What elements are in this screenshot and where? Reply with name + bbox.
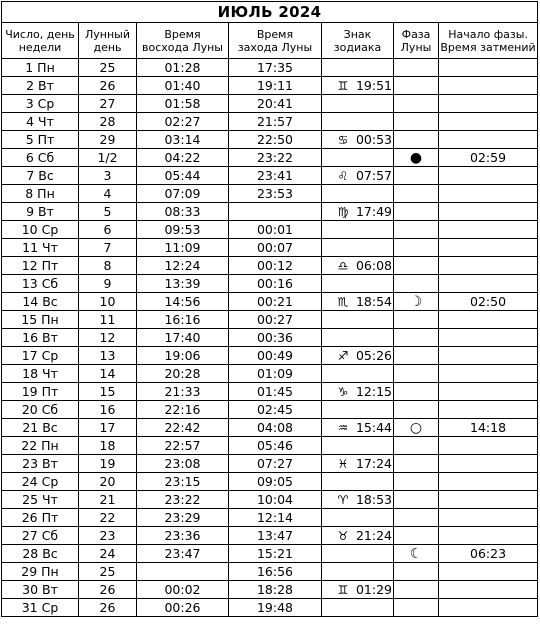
cell-day: 23 Вт bbox=[2, 455, 79, 473]
header-zodiac-sign: Знак зодиака bbox=[322, 23, 394, 59]
cell-zodiac-sign bbox=[322, 491, 394, 509]
cell-moon-phase bbox=[394, 437, 439, 455]
cell-moonrise: 03:14 bbox=[137, 131, 229, 149]
cell-lunar-day: 26 bbox=[79, 599, 137, 617]
cell-moonrise: 14:56 bbox=[137, 293, 229, 311]
header-lunar-day: Лунный день bbox=[79, 23, 137, 59]
cell-moonrise: 19:06 bbox=[137, 347, 229, 365]
table-row bbox=[2, 149, 538, 167]
zodiac-sign-icon: ♐ bbox=[337, 348, 349, 363]
cell-moonset: 22:50 bbox=[229, 131, 322, 149]
table-row bbox=[2, 509, 538, 527]
cell-day: 9 Вт bbox=[2, 203, 79, 221]
cell-day: 6 Сб bbox=[2, 149, 79, 167]
cell-phase-start bbox=[439, 473, 538, 491]
cell-moonrise: 12:24 bbox=[137, 257, 229, 275]
cell-moon-phase bbox=[394, 527, 439, 545]
cell-phase-start bbox=[439, 275, 538, 293]
cell-zodiac-sign bbox=[322, 311, 394, 329]
cell-moon-phase bbox=[394, 383, 439, 401]
cell-lunar-day: 1/2 bbox=[79, 149, 137, 167]
cell-moonrise: 22:42 bbox=[137, 419, 229, 437]
table-row bbox=[2, 203, 538, 221]
cell-moonrise: 23:36 bbox=[137, 527, 229, 545]
cell-moonrise: 01:28 bbox=[137, 59, 229, 77]
cell-day: 14 Вс bbox=[2, 293, 79, 311]
zodiac-sign-icon: ♍ bbox=[337, 204, 349, 219]
cell-moonset: 10:04 bbox=[229, 491, 322, 509]
table-row bbox=[2, 167, 538, 185]
cell-phase-start bbox=[439, 167, 538, 185]
zodiac-sign-time: 12:15 bbox=[355, 383, 393, 399]
cell-phase-start bbox=[439, 329, 538, 347]
cell-zodiac-sign bbox=[322, 95, 394, 113]
cell-moonset: 19:48 bbox=[229, 599, 322, 617]
cell-moonrise: 17:40 bbox=[137, 329, 229, 347]
cell-moonset: 16:56 bbox=[229, 563, 322, 581]
table-row bbox=[2, 383, 538, 401]
cell-moon-phase bbox=[394, 563, 439, 581]
cell-moonset: 23:41 bbox=[229, 167, 322, 185]
cell-moonrise: 11:09 bbox=[137, 239, 229, 257]
table-body bbox=[2, 59, 538, 617]
cell-lunar-day: 18 bbox=[79, 437, 137, 455]
cell-phase-start: 14:18 bbox=[439, 419, 538, 437]
cell-moonrise bbox=[137, 563, 229, 581]
zodiac-sign-icon: ♌ bbox=[337, 168, 349, 183]
moon-phase-icon: ○ bbox=[409, 419, 423, 436]
cell-moon-phase bbox=[394, 455, 439, 473]
table-row bbox=[2, 491, 538, 509]
cell-zodiac-sign bbox=[322, 203, 394, 221]
cell-moonset: 00:16 bbox=[229, 275, 322, 293]
cell-day: 27 Сб bbox=[2, 527, 79, 545]
zodiac-sign-time: 17:24 bbox=[355, 455, 393, 471]
table-row bbox=[2, 419, 538, 437]
cell-zodiac-sign bbox=[322, 599, 394, 617]
cell-moonset: 07:27 bbox=[229, 455, 322, 473]
zodiac-sign-icon: ♈ bbox=[337, 492, 349, 507]
table-row bbox=[2, 59, 538, 77]
moon-phase-icon: ☾ bbox=[409, 545, 423, 562]
cell-moonrise: 08:33 bbox=[137, 203, 229, 221]
moon-phase-icon: ☽ bbox=[409, 293, 423, 310]
cell-moonset: 00:07 bbox=[229, 239, 322, 257]
zodiac-sign-time: 19:51 bbox=[355, 77, 393, 93]
cell-phase-start: 02:50 bbox=[439, 293, 538, 311]
cell-lunar-day: 10 bbox=[79, 293, 137, 311]
table-row bbox=[2, 275, 538, 293]
cell-moon-phase bbox=[394, 113, 439, 131]
cell-moonset: 00:12 bbox=[229, 257, 322, 275]
cell-moon-phase bbox=[394, 167, 439, 185]
cell-phase-start bbox=[439, 203, 538, 221]
cell-moon-phase bbox=[394, 599, 439, 617]
cell-day: 25 Чт bbox=[2, 491, 79, 509]
cell-zodiac-sign bbox=[322, 401, 394, 419]
cell-day: 16 Вт bbox=[2, 329, 79, 347]
cell-lunar-day: 23 bbox=[79, 527, 137, 545]
cell-moonset: 00:36 bbox=[229, 329, 322, 347]
cell-moonset: 12:14 bbox=[229, 509, 322, 527]
cell-day: 26 Пт bbox=[2, 509, 79, 527]
cell-phase-start bbox=[439, 599, 538, 617]
header-day: Число, день недели bbox=[2, 23, 79, 59]
cell-day: 10 Ср bbox=[2, 221, 79, 239]
cell-zodiac-sign bbox=[322, 131, 394, 149]
cell-day: 1 Пн bbox=[2, 59, 79, 77]
table-row bbox=[2, 347, 538, 365]
cell-lunar-day: 22 bbox=[79, 509, 137, 527]
table-row bbox=[2, 311, 538, 329]
header-moon-phase: Фаза Луны bbox=[394, 23, 439, 59]
cell-moonrise: 20:28 bbox=[137, 365, 229, 383]
cell-day: 18 Чт bbox=[2, 365, 79, 383]
cell-zodiac-sign bbox=[322, 383, 394, 401]
table-row bbox=[2, 581, 538, 599]
cell-lunar-day: 25 bbox=[79, 59, 137, 77]
cell-zodiac-sign bbox=[322, 527, 394, 545]
cell-phase-start bbox=[439, 221, 538, 239]
cell-moonset: 20:41 bbox=[229, 95, 322, 113]
cell-lunar-day: 7 bbox=[79, 239, 137, 257]
cell-zodiac-sign bbox=[322, 329, 394, 347]
cell-day: 28 Вс bbox=[2, 545, 79, 563]
cell-moonrise: 07:09 bbox=[137, 185, 229, 203]
cell-moon-phase bbox=[394, 473, 439, 491]
cell-moon-phase bbox=[394, 293, 439, 311]
moon-phase-icon: ● bbox=[409, 149, 423, 166]
cell-zodiac-sign bbox=[322, 149, 394, 167]
cell-moon-phase bbox=[394, 257, 439, 275]
zodiac-sign-time: 00:53 bbox=[355, 131, 393, 147]
zodiac-sign-time: 18:54 bbox=[355, 293, 393, 309]
cell-moonset: 18:28 bbox=[229, 581, 322, 599]
cell-day: 30 Вт bbox=[2, 581, 79, 599]
header-moonset: Время захода Луны bbox=[229, 23, 322, 59]
cell-lunar-day: 26 bbox=[79, 77, 137, 95]
cell-phase-start bbox=[439, 455, 538, 473]
cell-moon-phase bbox=[394, 401, 439, 419]
zodiac-sign-icon: ♏ bbox=[337, 294, 349, 309]
cell-lunar-day: 8 bbox=[79, 257, 137, 275]
cell-moonrise: 00:26 bbox=[137, 599, 229, 617]
cell-day: 29 Пн bbox=[2, 563, 79, 581]
zodiac-sign-time: 18:53 bbox=[355, 491, 393, 507]
cell-moonrise: 01:40 bbox=[137, 77, 229, 95]
table-row bbox=[2, 77, 538, 95]
cell-phase-start bbox=[439, 59, 538, 77]
cell-moonrise: 00:02 bbox=[137, 581, 229, 599]
cell-lunar-day: 6 bbox=[79, 221, 137, 239]
cell-zodiac-sign bbox=[322, 275, 394, 293]
cell-day: 3 Ср bbox=[2, 95, 79, 113]
zodiac-sign-icon: ♋ bbox=[337, 132, 349, 147]
cell-zodiac-sign bbox=[322, 419, 394, 437]
cell-moon-phase bbox=[394, 311, 439, 329]
table-row bbox=[2, 185, 538, 203]
zodiac-sign-icon: ♊ bbox=[337, 78, 349, 93]
cell-moonset bbox=[229, 203, 322, 221]
zodiac-sign-time: 05:26 bbox=[355, 347, 393, 363]
cell-lunar-day: 25 bbox=[79, 563, 137, 581]
zodiac-sign-time: 15:44 bbox=[355, 419, 393, 435]
cell-moon-phase bbox=[394, 275, 439, 293]
cell-day: 7 Вс bbox=[2, 167, 79, 185]
table-row bbox=[2, 329, 538, 347]
cell-day: 20 Сб bbox=[2, 401, 79, 419]
cell-moonset: 15:21 bbox=[229, 545, 322, 563]
cell-zodiac-sign bbox=[322, 437, 394, 455]
zodiac-sign-icon: ♉ bbox=[337, 528, 349, 543]
cell-zodiac-sign bbox=[322, 545, 394, 563]
cell-phase-start bbox=[439, 437, 538, 455]
table-row bbox=[2, 455, 538, 473]
zodiac-sign-icon: ♓ bbox=[337, 456, 349, 471]
cell-lunar-day: 3 bbox=[79, 167, 137, 185]
cell-moon-phase bbox=[394, 509, 439, 527]
lunar-calendar-table bbox=[1, 1, 538, 617]
cell-phase-start bbox=[439, 383, 538, 401]
cell-day: 13 Сб bbox=[2, 275, 79, 293]
cell-moonrise: 23:15 bbox=[137, 473, 229, 491]
cell-moonrise: 09:53 bbox=[137, 221, 229, 239]
cell-moonrise: 23:08 bbox=[137, 455, 229, 473]
cell-day: 31 Ср bbox=[2, 599, 79, 617]
cell-lunar-day: 20 bbox=[79, 473, 137, 491]
zodiac-sign-icon: ♎ bbox=[337, 258, 349, 273]
cell-zodiac-sign bbox=[322, 221, 394, 239]
cell-moon-phase bbox=[394, 329, 439, 347]
cell-zodiac-sign bbox=[322, 581, 394, 599]
cell-moonset: 01:09 bbox=[229, 365, 322, 383]
zodiac-sign-icon: ♒ bbox=[337, 420, 349, 435]
header-row bbox=[2, 23, 538, 59]
cell-zodiac-sign bbox=[322, 77, 394, 95]
table-row bbox=[2, 95, 538, 113]
cell-day: 8 Пн bbox=[2, 185, 79, 203]
cell-moonset: 05:46 bbox=[229, 437, 322, 455]
zodiac-sign-time: 06:08 bbox=[355, 257, 393, 273]
cell-zodiac-sign bbox=[322, 293, 394, 311]
table-row bbox=[2, 239, 538, 257]
cell-moon-phase bbox=[394, 149, 439, 167]
table-row bbox=[2, 257, 538, 275]
cell-zodiac-sign bbox=[322, 563, 394, 581]
cell-day: 5 Пт bbox=[2, 131, 79, 149]
header-phase-start: Начало фазы. Время затмений bbox=[439, 23, 538, 59]
table-row bbox=[2, 293, 538, 311]
cell-moon-phase bbox=[394, 239, 439, 257]
cell-day: 11 Чт bbox=[2, 239, 79, 257]
cell-moon-phase bbox=[394, 131, 439, 149]
cell-zodiac-sign bbox=[322, 185, 394, 203]
cell-moonset: 00:27 bbox=[229, 311, 322, 329]
cell-moonset: 00:01 bbox=[229, 221, 322, 239]
cell-lunar-day: 17 bbox=[79, 419, 137, 437]
cell-moonrise: 04:22 bbox=[137, 149, 229, 167]
cell-moon-phase bbox=[394, 185, 439, 203]
cell-zodiac-sign bbox=[322, 239, 394, 257]
lunar-calendar-sheet bbox=[1, 1, 537, 623]
cell-day: 12 Пт bbox=[2, 257, 79, 275]
cell-moonset: 02:45 bbox=[229, 401, 322, 419]
cell-phase-start bbox=[439, 509, 538, 527]
cell-phase-start bbox=[439, 347, 538, 365]
cell-moonrise: 01:58 bbox=[137, 95, 229, 113]
cell-lunar-day: 13 bbox=[79, 347, 137, 365]
cell-lunar-day: 5 bbox=[79, 203, 137, 221]
cell-moonset: 13:47 bbox=[229, 527, 322, 545]
cell-moon-phase bbox=[394, 365, 439, 383]
cell-phase-start bbox=[439, 563, 538, 581]
cell-moon-phase bbox=[394, 77, 439, 95]
table-row bbox=[2, 473, 538, 491]
cell-moon-phase bbox=[394, 95, 439, 113]
cell-phase-start bbox=[439, 491, 538, 509]
cell-moonrise: 23:22 bbox=[137, 491, 229, 509]
cell-moon-phase bbox=[394, 59, 439, 77]
cell-phase-start bbox=[439, 113, 538, 131]
cell-moonrise: 23:29 bbox=[137, 509, 229, 527]
cell-phase-start bbox=[439, 527, 538, 545]
header-moonrise: Время восхода Луны bbox=[137, 23, 229, 59]
zodiac-sign-icon: ♊ bbox=[337, 582, 349, 597]
table-row bbox=[2, 131, 538, 149]
cell-moon-phase bbox=[394, 491, 439, 509]
cell-phase-start bbox=[439, 311, 538, 329]
cell-moonset: 00:21 bbox=[229, 293, 322, 311]
cell-phase-start: 06:23 bbox=[439, 545, 538, 563]
cell-zodiac-sign bbox=[322, 59, 394, 77]
cell-moonrise: 16:16 bbox=[137, 311, 229, 329]
cell-zodiac-sign bbox=[322, 455, 394, 473]
table-row bbox=[2, 545, 538, 563]
cell-lunar-day: 28 bbox=[79, 113, 137, 131]
cell-day: 2 Вт bbox=[2, 77, 79, 95]
cell-phase-start bbox=[439, 77, 538, 95]
cell-day: 24 Ср bbox=[2, 473, 79, 491]
cell-moonrise: 22:57 bbox=[137, 437, 229, 455]
zodiac-sign-time: 07:57 bbox=[355, 167, 393, 183]
title-row bbox=[2, 2, 538, 23]
cell-moonrise: 05:44 bbox=[137, 167, 229, 185]
table-row bbox=[2, 437, 538, 455]
cell-moonrise: 13:39 bbox=[137, 275, 229, 293]
cell-day: 15 Пн bbox=[2, 311, 79, 329]
cell-moonrise: 02:27 bbox=[137, 113, 229, 131]
cell-moonset: 01:45 bbox=[229, 383, 322, 401]
cell-moonset: 23:53 bbox=[229, 185, 322, 203]
cell-day: 17 Ср bbox=[2, 347, 79, 365]
cell-lunar-day: 24 bbox=[79, 545, 137, 563]
cell-lunar-day: 4 bbox=[79, 185, 137, 203]
cell-phase-start bbox=[439, 257, 538, 275]
cell-zodiac-sign bbox=[322, 473, 394, 491]
table-row bbox=[2, 113, 538, 131]
cell-day: 21 Вс bbox=[2, 419, 79, 437]
cell-lunar-day: 12 bbox=[79, 329, 137, 347]
cell-lunar-day: 9 bbox=[79, 275, 137, 293]
cell-lunar-day: 11 bbox=[79, 311, 137, 329]
cell-phase-start bbox=[439, 365, 538, 383]
cell-lunar-day: 15 bbox=[79, 383, 137, 401]
cell-zodiac-sign bbox=[322, 257, 394, 275]
cell-moonset: 00:49 bbox=[229, 347, 322, 365]
table-row bbox=[2, 365, 538, 383]
cell-moon-phase bbox=[394, 203, 439, 221]
zodiac-sign-icon: ♑ bbox=[337, 384, 349, 399]
table-row bbox=[2, 563, 538, 581]
cell-moonset: 17:35 bbox=[229, 59, 322, 77]
cell-moonrise: 23:47 bbox=[137, 545, 229, 563]
cell-lunar-day: 29 bbox=[79, 131, 137, 149]
cell-moonrise: 21:33 bbox=[137, 383, 229, 401]
table-row bbox=[2, 599, 538, 617]
cell-zodiac-sign bbox=[322, 167, 394, 185]
cell-lunar-day: 16 bbox=[79, 401, 137, 419]
cell-day: 22 Пн bbox=[2, 437, 79, 455]
cell-day: 19 Пт bbox=[2, 383, 79, 401]
cell-phase-start: 02:59 bbox=[439, 149, 538, 167]
cell-moon-phase bbox=[394, 347, 439, 365]
cell-moonset: 09:05 bbox=[229, 473, 322, 491]
cell-phase-start bbox=[439, 95, 538, 113]
cell-moonset: 21:57 bbox=[229, 113, 322, 131]
cell-moon-phase bbox=[394, 581, 439, 599]
table-row bbox=[2, 401, 538, 419]
cell-phase-start bbox=[439, 581, 538, 599]
cell-zodiac-sign bbox=[322, 113, 394, 131]
cell-moon-phase bbox=[394, 419, 439, 437]
table-title: ИЮЛЬ 2024 bbox=[2, 2, 538, 23]
cell-moonset: 19:11 bbox=[229, 77, 322, 95]
cell-moon-phase bbox=[394, 221, 439, 239]
cell-moonset: 04:08 bbox=[229, 419, 322, 437]
cell-lunar-day: 19 bbox=[79, 455, 137, 473]
cell-zodiac-sign bbox=[322, 509, 394, 527]
zodiac-sign-time: 17:49 bbox=[355, 203, 393, 219]
cell-phase-start bbox=[439, 239, 538, 257]
cell-zodiac-sign bbox=[322, 365, 394, 383]
cell-phase-start bbox=[439, 185, 538, 203]
cell-phase-start bbox=[439, 131, 538, 149]
cell-lunar-day: 26 bbox=[79, 581, 137, 599]
cell-zodiac-sign bbox=[322, 347, 394, 365]
zodiac-sign-time: 01:29 bbox=[355, 581, 393, 597]
table-row bbox=[2, 221, 538, 239]
zodiac-sign-time: 21:24 bbox=[355, 527, 393, 543]
cell-moon-phase bbox=[394, 545, 439, 563]
cell-moonrise: 22:16 bbox=[137, 401, 229, 419]
cell-moonset: 23:22 bbox=[229, 149, 322, 167]
cell-lunar-day: 14 bbox=[79, 365, 137, 383]
cell-phase-start bbox=[439, 401, 538, 419]
cell-lunar-day: 27 bbox=[79, 95, 137, 113]
cell-lunar-day: 21 bbox=[79, 491, 137, 509]
table-row bbox=[2, 527, 538, 545]
cell-day: 4 Чт bbox=[2, 113, 79, 131]
